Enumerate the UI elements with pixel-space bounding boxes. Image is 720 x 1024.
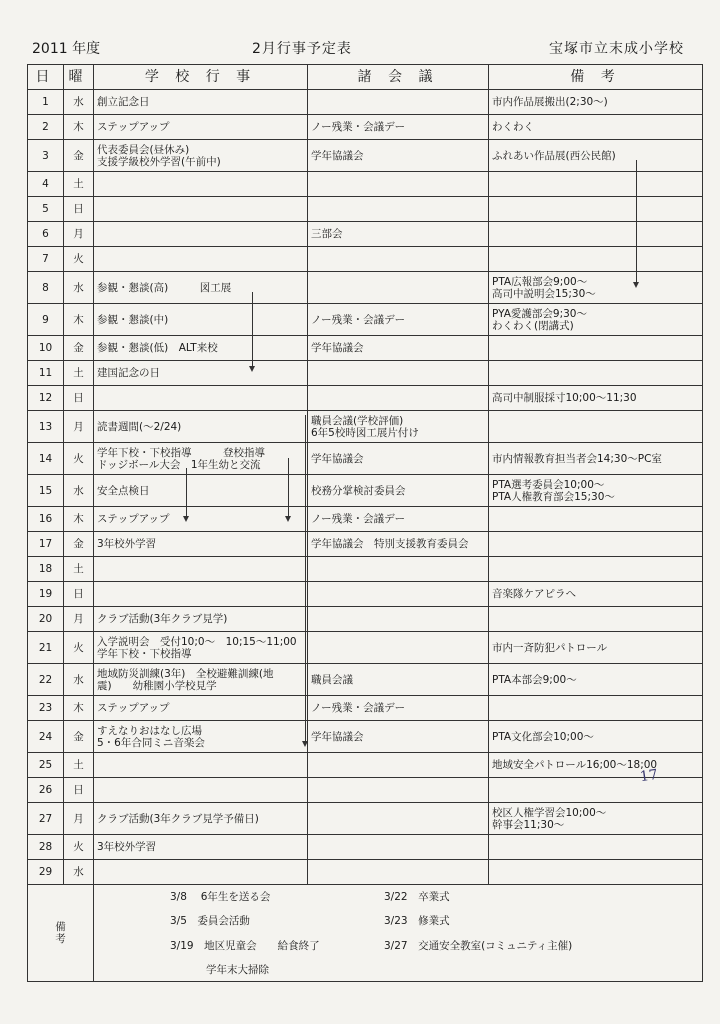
table-row [28, 632, 703, 664]
col-header-day: 日 [28, 65, 64, 90]
meeting-cell [308, 172, 489, 197]
event-cell [94, 115, 308, 140]
meeting-cell-line: 学年協議会 [311, 730, 364, 743]
event-cell [94, 336, 308, 361]
day-cell: 11 [28, 361, 64, 386]
meeting-cell [308, 386, 489, 411]
event-cell [94, 304, 308, 336]
weekday-cell: 日 [64, 778, 94, 803]
meeting-cell [308, 475, 489, 507]
note-cell [489, 386, 703, 411]
note-cell [489, 272, 703, 304]
event-cell-line: 参観・懇談(高) 図工展 [97, 281, 232, 294]
table-row [28, 835, 703, 860]
day-cell: 23 [28, 696, 64, 721]
note-cell [489, 90, 703, 115]
table-row [28, 443, 703, 475]
meeting-cell-line: 職員会議(学校評価) [311, 414, 404, 427]
table-row [28, 664, 703, 696]
event-cell [94, 532, 308, 557]
page-title: 2月行事予定表 [252, 41, 352, 57]
table-row [28, 803, 703, 835]
weekday-cell: 水 [64, 90, 94, 115]
note-cell [489, 721, 703, 753]
weekday-cell: 月 [64, 222, 94, 247]
note-cell [489, 475, 703, 507]
day-cell: 20 [28, 607, 64, 632]
day-cell: 15 [28, 475, 64, 507]
note-cell [489, 197, 703, 222]
event-cell-line: すえなりおはなし広場 [97, 724, 202, 737]
event-cell [94, 272, 308, 304]
meeting-cell [308, 443, 489, 475]
event-cell [94, 443, 308, 475]
table-row [28, 222, 703, 247]
event-cell-line: 建国記念の日 [97, 367, 160, 379]
footer-item: 3/23 修業式 [384, 915, 450, 927]
note-cell-line: PTA人権教育部会15;30～ [492, 490, 615, 503]
event-cell-line: 参観・懇談(低) ALT来校 [97, 342, 218, 354]
schedule-table [27, 64, 703, 982]
arrow-commute-guidance [288, 458, 289, 520]
note-cell [489, 696, 703, 721]
footer-label-char-2: 考 [55, 933, 66, 945]
event-cell-line: クラブ活動(3年クラブ見学予備日) [97, 812, 259, 825]
note-cell [489, 172, 703, 197]
meeting-cell [308, 197, 489, 222]
note-cell-line: 高司中説明会15;30～ [492, 287, 596, 300]
table-row [28, 721, 703, 753]
note-cell-line: わくわく(閉講式) [492, 319, 574, 332]
footer-item: 3/27 交通安全教室(コミュニティ主催) [384, 940, 573, 952]
note-cell [489, 411, 703, 443]
event-cell [94, 557, 308, 582]
note-cell [489, 607, 703, 632]
meeting-cell [308, 222, 489, 247]
arrow-reading-week [305, 415, 306, 745]
day-cell: 6 [28, 222, 64, 247]
meeting-cell-line: 校務分掌検討委員会 [311, 484, 406, 497]
weekday-cell: 土 [64, 753, 94, 778]
weekday-cell: 木 [64, 696, 94, 721]
day-cell: 9 [28, 304, 64, 336]
weekday-cell: 木 [64, 115, 94, 140]
meeting-cell [308, 411, 489, 443]
event-cell [94, 664, 308, 696]
day-cell: 27 [28, 803, 64, 835]
day-cell: 19 [28, 582, 64, 607]
note-cell [489, 582, 703, 607]
note-cell [489, 336, 703, 361]
weekday-cell: 水 [64, 475, 94, 507]
meeting-cell-line: 学年協議会 [311, 342, 364, 354]
meeting-cell-line: 学年協議会 特別支援教育委員会 [311, 538, 469, 550]
footer-item: 3/22 卒業式 [384, 891, 450, 903]
note-cell [489, 507, 703, 532]
day-cell: 1 [28, 90, 64, 115]
event-cell [94, 386, 308, 411]
event-cell [94, 696, 308, 721]
table-row [28, 507, 703, 532]
school-name: 宝塚市立末成小学校 [549, 41, 684, 57]
event-cell-line: 学年下校・下校指導 [97, 647, 192, 660]
day-cell: 5 [28, 197, 64, 222]
meeting-cell [308, 753, 489, 778]
meeting-cell [308, 90, 489, 115]
note-cell [489, 778, 703, 803]
day-cell: 13 [28, 411, 64, 443]
day-cell: 10 [28, 336, 64, 361]
table-row [28, 557, 703, 582]
col-header-events: 学 校 行 事 [94, 65, 308, 90]
note-cell-line: 市内作品展搬出(2;30～) [492, 96, 608, 108]
note-cell-line: 地域安全パトロール16;00～18;00 [492, 759, 658, 771]
weekday-cell: 火 [64, 443, 94, 475]
weekday-cell: 火 [64, 632, 94, 664]
weekday-cell: 日 [64, 197, 94, 222]
note-cell-line: 幹事会11;30～ [492, 818, 565, 831]
note-cell [489, 557, 703, 582]
day-cell: 17 [28, 532, 64, 557]
weekday-cell: 木 [64, 507, 94, 532]
table-row [28, 115, 703, 140]
table-row [28, 386, 703, 411]
meeting-cell [308, 507, 489, 532]
meeting-cell [308, 721, 489, 753]
event-cell [94, 361, 308, 386]
weekday-cell: 火 [64, 247, 94, 272]
note-cell [489, 664, 703, 696]
event-cell [94, 197, 308, 222]
event-cell-line: 代表委員会(昼休み) [97, 143, 190, 156]
note-cell-line: 音楽隊ケアピラへ [492, 588, 576, 600]
day-cell: 24 [28, 721, 64, 753]
note-cell [489, 247, 703, 272]
footer-row [28, 885, 703, 982]
weekday-cell: 木 [64, 304, 94, 336]
note-cell [489, 803, 703, 835]
arrow-exhibit-note [636, 160, 637, 286]
table-row [28, 607, 703, 632]
day-cell: 4 [28, 172, 64, 197]
table-row [28, 90, 703, 115]
col-header-notes: 備 考 [489, 65, 703, 90]
note-cell-line: 市内情報教育担当者会14;30～PC室 [492, 452, 662, 465]
note-cell-line: PTA広報部会9;00～ [492, 275, 588, 288]
note-cell [489, 753, 703, 778]
day-cell: 2 [28, 115, 64, 140]
event-cell-line: ドッジボール大会 1年生幼と交流 [97, 458, 261, 471]
meeting-cell [308, 115, 489, 140]
note-cell-line: ふれあい作品展(西公民館) [492, 149, 616, 162]
event-cell [94, 607, 308, 632]
note-cell-line: 市内一斉防犯パトロール [492, 641, 608, 654]
day-cell: 28 [28, 835, 64, 860]
weekday-cell: 月 [64, 411, 94, 443]
day-cell: 8 [28, 272, 64, 304]
table-header-row [28, 65, 703, 90]
table-row [28, 172, 703, 197]
event-cell-line: ステップアップ [97, 121, 170, 133]
event-cell-line: 参観・懇談(中) [97, 313, 169, 326]
event-cell-line: 5・6年合同ミニ音楽会 [97, 736, 205, 749]
meeting-cell-line: ノー残業・会議デー [311, 121, 406, 133]
event-cell [94, 753, 308, 778]
table-row [28, 361, 703, 386]
event-cell-line: ステップアップ [97, 513, 170, 525]
col-header-meetings: 諸 会 議 [308, 65, 489, 90]
meeting-cell-line: ノー残業・会議デー [311, 702, 406, 714]
table-row [28, 140, 703, 172]
day-cell: 16 [28, 507, 64, 532]
table-row [28, 272, 703, 304]
table-row [28, 753, 703, 778]
event-cell-line: 3年校外学習 [97, 538, 157, 550]
footer-label [28, 885, 94, 982]
event-cell [94, 172, 308, 197]
meeting-cell [308, 803, 489, 835]
weekday-cell: 土 [64, 172, 94, 197]
meeting-cell [308, 835, 489, 860]
note-cell [489, 443, 703, 475]
table-row [28, 336, 703, 361]
event-cell [94, 860, 308, 885]
col-header-weekday: 曜 [64, 65, 94, 90]
day-cell: 29 [28, 860, 64, 885]
table-row [28, 197, 703, 222]
weekday-cell: 土 [64, 361, 94, 386]
table-row [28, 582, 703, 607]
event-cell-line: 読書週間(～2/24) [97, 420, 182, 433]
note-cell [489, 860, 703, 885]
note-cell-line: 高司中制服採寸10;00～11;30 [492, 392, 637, 404]
meeting-cell [308, 632, 489, 664]
meeting-cell-line: 三部会 [311, 228, 343, 240]
day-cell: 26 [28, 778, 64, 803]
weekday-cell: 金 [64, 336, 94, 361]
meeting-cell-line: ノー残業・会議デー [311, 313, 406, 326]
meeting-cell [308, 778, 489, 803]
table-row [28, 532, 703, 557]
day-cell: 14 [28, 443, 64, 475]
note-cell-line: PTA文化部会10;00～ [492, 730, 594, 743]
weekday-cell: 月 [64, 607, 94, 632]
table-row [28, 247, 703, 272]
event-cell-line: 創立記念日 [97, 96, 150, 108]
note-cell [489, 222, 703, 247]
event-cell-line: 学年下校・下校指導 登校指導 [97, 446, 265, 459]
day-cell: 3 [28, 140, 64, 172]
event-cell-line: 入学説明会 受付10;0～ 10;15～11;00 [97, 635, 297, 648]
fiscal-year: 2011 年度 [32, 41, 101, 57]
note-cell-line: わくわく [492, 121, 534, 133]
event-cell-line: クラブ活動(3年クラブ見学) [97, 613, 228, 625]
weekday-cell: 金 [64, 721, 94, 753]
event-cell-line: 安全点検日 [97, 484, 150, 497]
day-cell: 18 [28, 557, 64, 582]
event-cell-line: 支援学級校外学習(午前中) [97, 155, 221, 168]
footer-item: 3/8 6年生を送る会 [170, 891, 271, 903]
note-cell [489, 532, 703, 557]
schedule-body [28, 90, 703, 885]
event-cell [94, 411, 308, 443]
weekday-cell: 水 [64, 664, 94, 696]
event-cell [94, 247, 308, 272]
meeting-cell [308, 607, 489, 632]
weekday-cell: 日 [64, 386, 94, 411]
weekday-cell: 日 [64, 582, 94, 607]
footer-item: 3/5 委員会活動 [170, 915, 250, 927]
meeting-cell [308, 140, 489, 172]
event-cell [94, 803, 308, 835]
note-cell [489, 140, 703, 172]
arrow-dodgeball [186, 468, 187, 520]
event-cell [94, 835, 308, 860]
day-cell: 7 [28, 247, 64, 272]
event-cell [94, 632, 308, 664]
footer-label-char-1: 備 [55, 921, 66, 933]
day-cell: 22 [28, 664, 64, 696]
meeting-cell-line: 学年協議会 [311, 149, 364, 162]
event-cell-line: 3年校外学習 [97, 841, 157, 853]
event-cell [94, 222, 308, 247]
meeting-cell [308, 557, 489, 582]
event-cell [94, 475, 308, 507]
meeting-cell [308, 860, 489, 885]
note-cell-line: PTA選考委員会10;00～ [492, 478, 605, 491]
note-cell-line: PYA愛護部会9;30～ [492, 307, 587, 320]
note-cell [489, 632, 703, 664]
event-cell [94, 582, 308, 607]
event-cell-line: 震) 幼稚園小学校見学 [97, 679, 217, 692]
day-cell: 21 [28, 632, 64, 664]
event-cell [94, 140, 308, 172]
note-cell-line: 校区人権学習会10;00～ [492, 806, 607, 819]
meeting-cell [308, 664, 489, 696]
table-row [28, 475, 703, 507]
event-cell [94, 507, 308, 532]
day-cell: 25 [28, 753, 64, 778]
table-row [28, 411, 703, 443]
day-cell: 12 [28, 386, 64, 411]
note-cell [489, 115, 703, 140]
weekday-cell: 水 [64, 272, 94, 304]
meeting-cell [308, 272, 489, 304]
meeting-cell [308, 304, 489, 336]
weekday-cell: 金 [64, 140, 94, 172]
footer-item: 学年末大掃除 [206, 964, 269, 976]
handwritten-note: 17 [638, 766, 659, 786]
table-row [28, 860, 703, 885]
weekday-cell: 土 [64, 557, 94, 582]
note-cell-line: PTA本部会9;00～ [492, 673, 577, 686]
arrow-art-exhibit [252, 292, 253, 370]
weekday-cell: 月 [64, 803, 94, 835]
weekday-cell: 水 [64, 860, 94, 885]
meeting-cell-line: 学年協議会 [311, 452, 364, 465]
table-row [28, 304, 703, 336]
note-cell [489, 304, 703, 336]
meeting-cell-line: 職員会議 [311, 673, 353, 686]
event-cell [94, 778, 308, 803]
footer-item: 3/19 地区児童会 給食終了 [170, 940, 320, 952]
note-cell [489, 835, 703, 860]
table-row [28, 778, 703, 803]
weekday-cell: 金 [64, 532, 94, 557]
meeting-cell [308, 361, 489, 386]
meeting-cell [308, 696, 489, 721]
meeting-cell [308, 247, 489, 272]
meeting-cell-line: 6年5校時図工展片付け [311, 426, 419, 439]
footer-notes [94, 885, 703, 982]
meeting-cell-line: ノー残業・会議デー [311, 513, 406, 525]
meeting-cell [308, 582, 489, 607]
event-cell-line: ステップアップ [97, 702, 170, 714]
meeting-cell [308, 336, 489, 361]
table-row [28, 696, 703, 721]
page-header [30, 38, 702, 62]
note-cell [489, 361, 703, 386]
weekday-cell: 火 [64, 835, 94, 860]
meeting-cell [308, 532, 489, 557]
event-cell-line: 地域防災訓練(3年) 全校避難訓練(地 [97, 667, 274, 680]
event-cell [94, 90, 308, 115]
event-cell [94, 721, 308, 753]
